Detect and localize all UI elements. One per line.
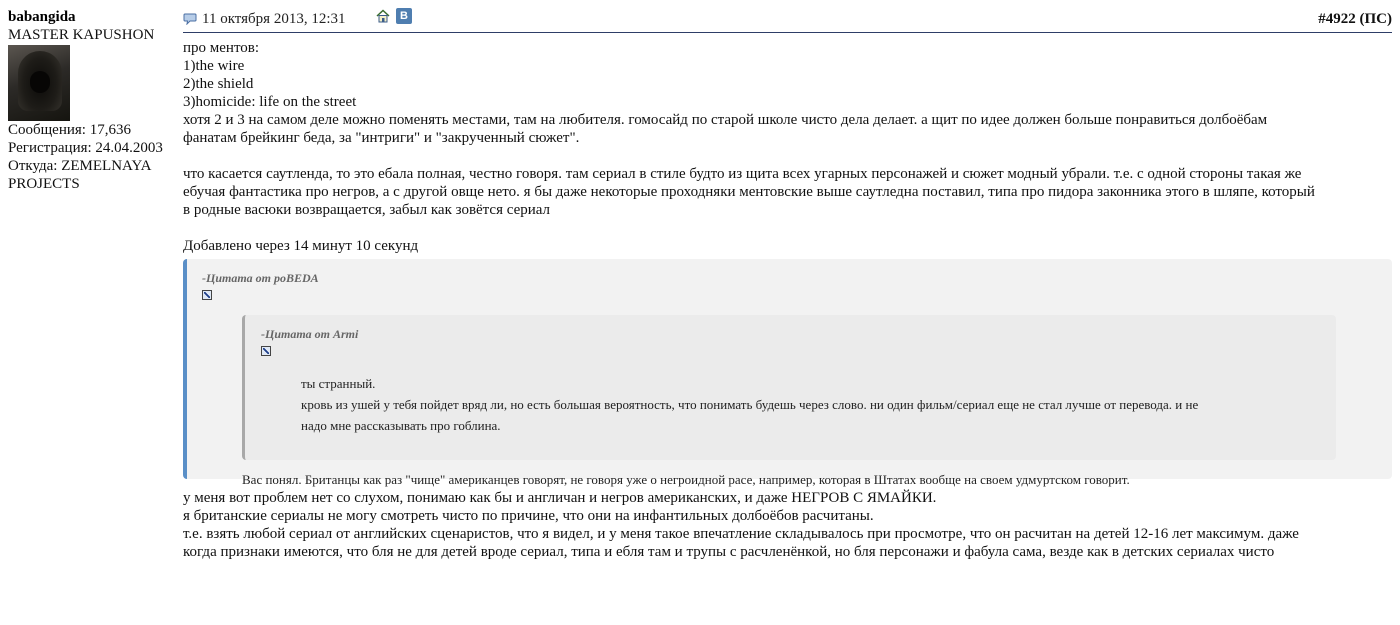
quote-link-icon[interactable] bbox=[261, 346, 271, 356]
post-number bbox=[1318, 10, 1392, 28]
quote-inner-title: -Цитата от Armi bbox=[261, 327, 359, 341]
user-stat-posts: Сообщения: 17,636 bbox=[8, 122, 131, 138]
post-line: фанатам брейкинг беда, за "интриги" и "закрученный сюжет". bbox=[183, 130, 580, 146]
quote-inner-line: кровь из ушей у тебя пойдет вряд ли, но есть большая вероятность, что понимать будешь через слово. ни один фильм/сериал еще не стал лучше от перевода. и не bbox=[301, 397, 1199, 412]
post-line: хотя 2 и 3 на самом деле можно поменять местами, там на любителя. гомосайд по старой школе чисто дела делает. а щит по идее должен больше понравиться долбоёбам bbox=[183, 112, 1268, 128]
post-line: ебучая фантастика про негров, а с другой овще нето. я бы даже некоторые проходняки ментовские выше саутледна поставил, типа про пидора законника этого в шляпе, который bbox=[183, 184, 1315, 200]
quote-inner bbox=[242, 315, 1336, 460]
avatar[interactable] bbox=[8, 45, 70, 121]
post-ps-paren-close: ) bbox=[1387, 11, 1392, 27]
user-stat-location: Откуда: ZEMELNAYA bbox=[8, 158, 152, 174]
post-body bbox=[183, 39, 1392, 561]
home-icon[interactable] bbox=[376, 9, 390, 23]
user-stat-registered: Регистрация: 24.04.2003 bbox=[8, 140, 163, 156]
user-stat-location-cont: PROJECTS bbox=[8, 176, 80, 192]
post-line: т.е. взять любой сериал от английских сценаристов, что я видел, и у меня такое впечатление складывалось при просмотре, что он расчитан на детей 12-16 лет максимум. даже bbox=[183, 526, 1299, 542]
post-line: 2)the shield bbox=[183, 76, 254, 92]
post-date: 11 октября 2013, 12:31 bbox=[202, 11, 346, 27]
user-stats bbox=[8, 121, 180, 193]
post-line: я британские сериалы не могу смотреть чисто по причине, что они на инфантильных долбоёбов расчитаны. bbox=[183, 508, 874, 524]
post-ps-paren-open: ( bbox=[1359, 11, 1365, 27]
post-line: 1)the wire bbox=[183, 58, 245, 74]
spacer bbox=[183, 255, 1392, 257]
post-line: про ментов: bbox=[183, 40, 260, 56]
quote-inner-line: надо мне рассказывать про гоблина. bbox=[301, 418, 501, 433]
post-line: 3)homicide: life on the street bbox=[183, 94, 357, 110]
quote-outer-title: -Цитата от poBEDA bbox=[202, 271, 319, 285]
post-line: в родные васюки возвращается, забыл как зовётся сериал bbox=[183, 202, 551, 218]
username[interactable]: babangida bbox=[8, 9, 76, 25]
post bbox=[183, 8, 1392, 561]
post-ps-link[interactable]: ПС bbox=[1364, 11, 1387, 27]
quote-outer bbox=[183, 259, 1392, 487]
post-line: что касается саутленда, то это ебала полная, честно говоря. там сериал в стиле будто из щита всех угарных персонажей и сюжет модный убрали. т.е. с одной стороны такая же bbox=[183, 166, 1302, 182]
avatar-face bbox=[30, 71, 50, 93]
spacer bbox=[183, 147, 1392, 165]
post-line: у меня вот проблем нет со слухом, понимаю как бы и англичан и негров американских, и даже НЕГРОВ С ЯМАЙКИ. bbox=[183, 490, 937, 506]
post-header bbox=[183, 8, 1392, 33]
post-line: когда признаки имеются, что бля не для детей вроде сериал, типа и ебля там и трупы с расчленёнкой, но бля персонажи и фабула сама, везде как в детских сериалах чисто bbox=[183, 544, 1275, 560]
spacer bbox=[183, 219, 1392, 237]
vk-icon[interactable]: B bbox=[396, 8, 412, 24]
quote-inner-line: ты странный. bbox=[301, 376, 376, 391]
quote-outer-reply: Вас понял. Британцы как раз "чище" американцев говорят, не говоря уже о негроидной расе, например, которая в Штатах вообще на своем удмуртском говорит. bbox=[242, 472, 1130, 487]
user-panel bbox=[8, 8, 180, 193]
quote-inner-text bbox=[301, 373, 1281, 436]
post-number-link[interactable]: #4922 bbox=[1318, 11, 1356, 27]
post-tail bbox=[183, 489, 1392, 561]
post-date-wrap bbox=[183, 10, 346, 28]
post-added-note: Добавлено через 14 минут 10 секунд bbox=[183, 238, 419, 254]
user-title: MASTER KAPUSHON bbox=[8, 27, 155, 43]
quote-link-icon[interactable] bbox=[202, 290, 212, 300]
speech-bubble-icon bbox=[183, 13, 197, 25]
